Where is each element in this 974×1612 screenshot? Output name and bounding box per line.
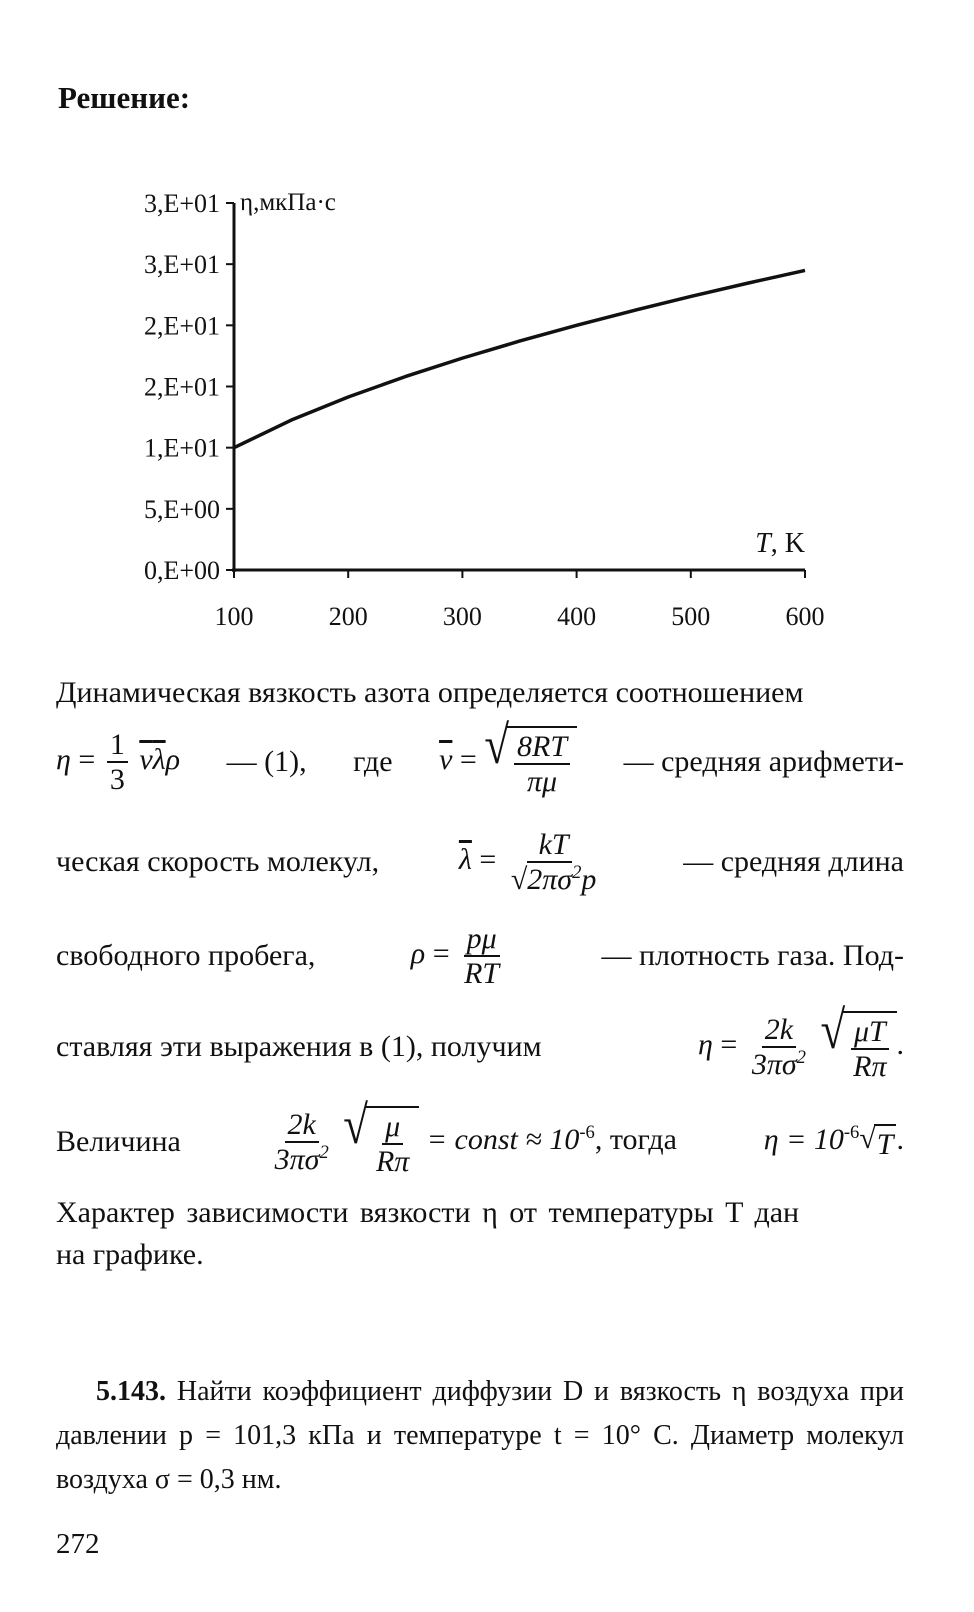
text-line-8: на графике.	[56, 1238, 204, 1271]
x-tick-label: 300	[442, 602, 482, 631]
y-tick-label: 3,E+01	[143, 250, 220, 280]
y-tick-label: 3,E+01	[143, 189, 220, 218]
problem-5-143	[56, 1370, 904, 1502]
series-line	[234, 270, 805, 447]
density-fraction: $\frac{p\mu}{RT}$	[464, 922, 500, 990]
fraction-one-third: $\frac{1}{3}$	[107, 728, 128, 796]
x-tick-label: 100	[214, 602, 254, 631]
text-line-1: Динамическая вязкость азота определяется соотношением	[56, 676, 804, 709]
mean-free-path-fraction: $\frac{kT}{√2\pi\sigma^2p}$	[510, 828, 597, 896]
problem-text: Найти коэффициент диффузии D и вязкость η воздуха при давлении p = 101,3 кПа и температуре t = 10° C. Диаметр молекул воздуха σ = 0,3 нм.	[56, 1376, 904, 1495]
x-tick-label: 200	[328, 602, 368, 631]
y-tick-label: 1,E+01	[143, 433, 220, 463]
x-axis-label: T, K	[755, 528, 805, 559]
solution-heading: Решение:	[58, 80, 191, 115]
mean-speed-sqrt: √ $\frac{8RT}{\pi\mu}$	[484, 726, 577, 798]
y-tick-label: 5,E+00	[143, 494, 220, 524]
x-tick-label: 500	[671, 602, 711, 631]
problem-number: 5.143.	[96, 1376, 166, 1407]
text-line-5: ставляя эти выражения в (1), получим η = $\frac{2k}{3\pi\sigma^2}$ √ $\frac{\mu T}{R\pi}$ .	[56, 1000, 904, 1083]
y-axis-label: η,мкПа·с	[240, 189, 336, 216]
text-line-7: Характер зависимости вязкости η от температуры T дан	[56, 1196, 800, 1229]
text-line-3: ческая скорость молекул, $\overline{\lambda}$ = $\frac{kT}{√2\pi\sigma^2p}$ — средняя длина	[56, 828, 904, 896]
viscosity-chart	[0, 170, 974, 650]
y-tick-label: 2,E+01	[143, 372, 220, 402]
y-tick-label: 2,E+01	[143, 311, 220, 341]
text-line-6: Величина $\frac{2k}{3\pi\sigma^2}$ √ $\frac{\mu}{R\pi}$ = const ≈ $10^{-6}$, тогда $\eta = 10^{-6}$ √ T .	[56, 1095, 904, 1178]
eta-symbol: η	[56, 742, 71, 776]
y-tick-label: 0,E+00	[143, 556, 220, 585]
x-tick-label: 400	[557, 602, 597, 631]
x-tick-label: 600	[785, 602, 825, 631]
eq-label-1: — (1),	[226, 745, 307, 778]
page-number: 272	[56, 1528, 100, 1560]
text-line-2: η = $\frac{1}{3}$ $\overline{v}\overline{\lambda}\rho$ — (1), где $\overline{v}$ = √ $\frac{8RT}{\pi\mu}$ — средняя арифмети-	[56, 715, 904, 798]
text-line-4: свободного пробега, ρ = $\frac{p\mu}{RT}$ — плотность газа. Под-	[56, 922, 904, 990]
